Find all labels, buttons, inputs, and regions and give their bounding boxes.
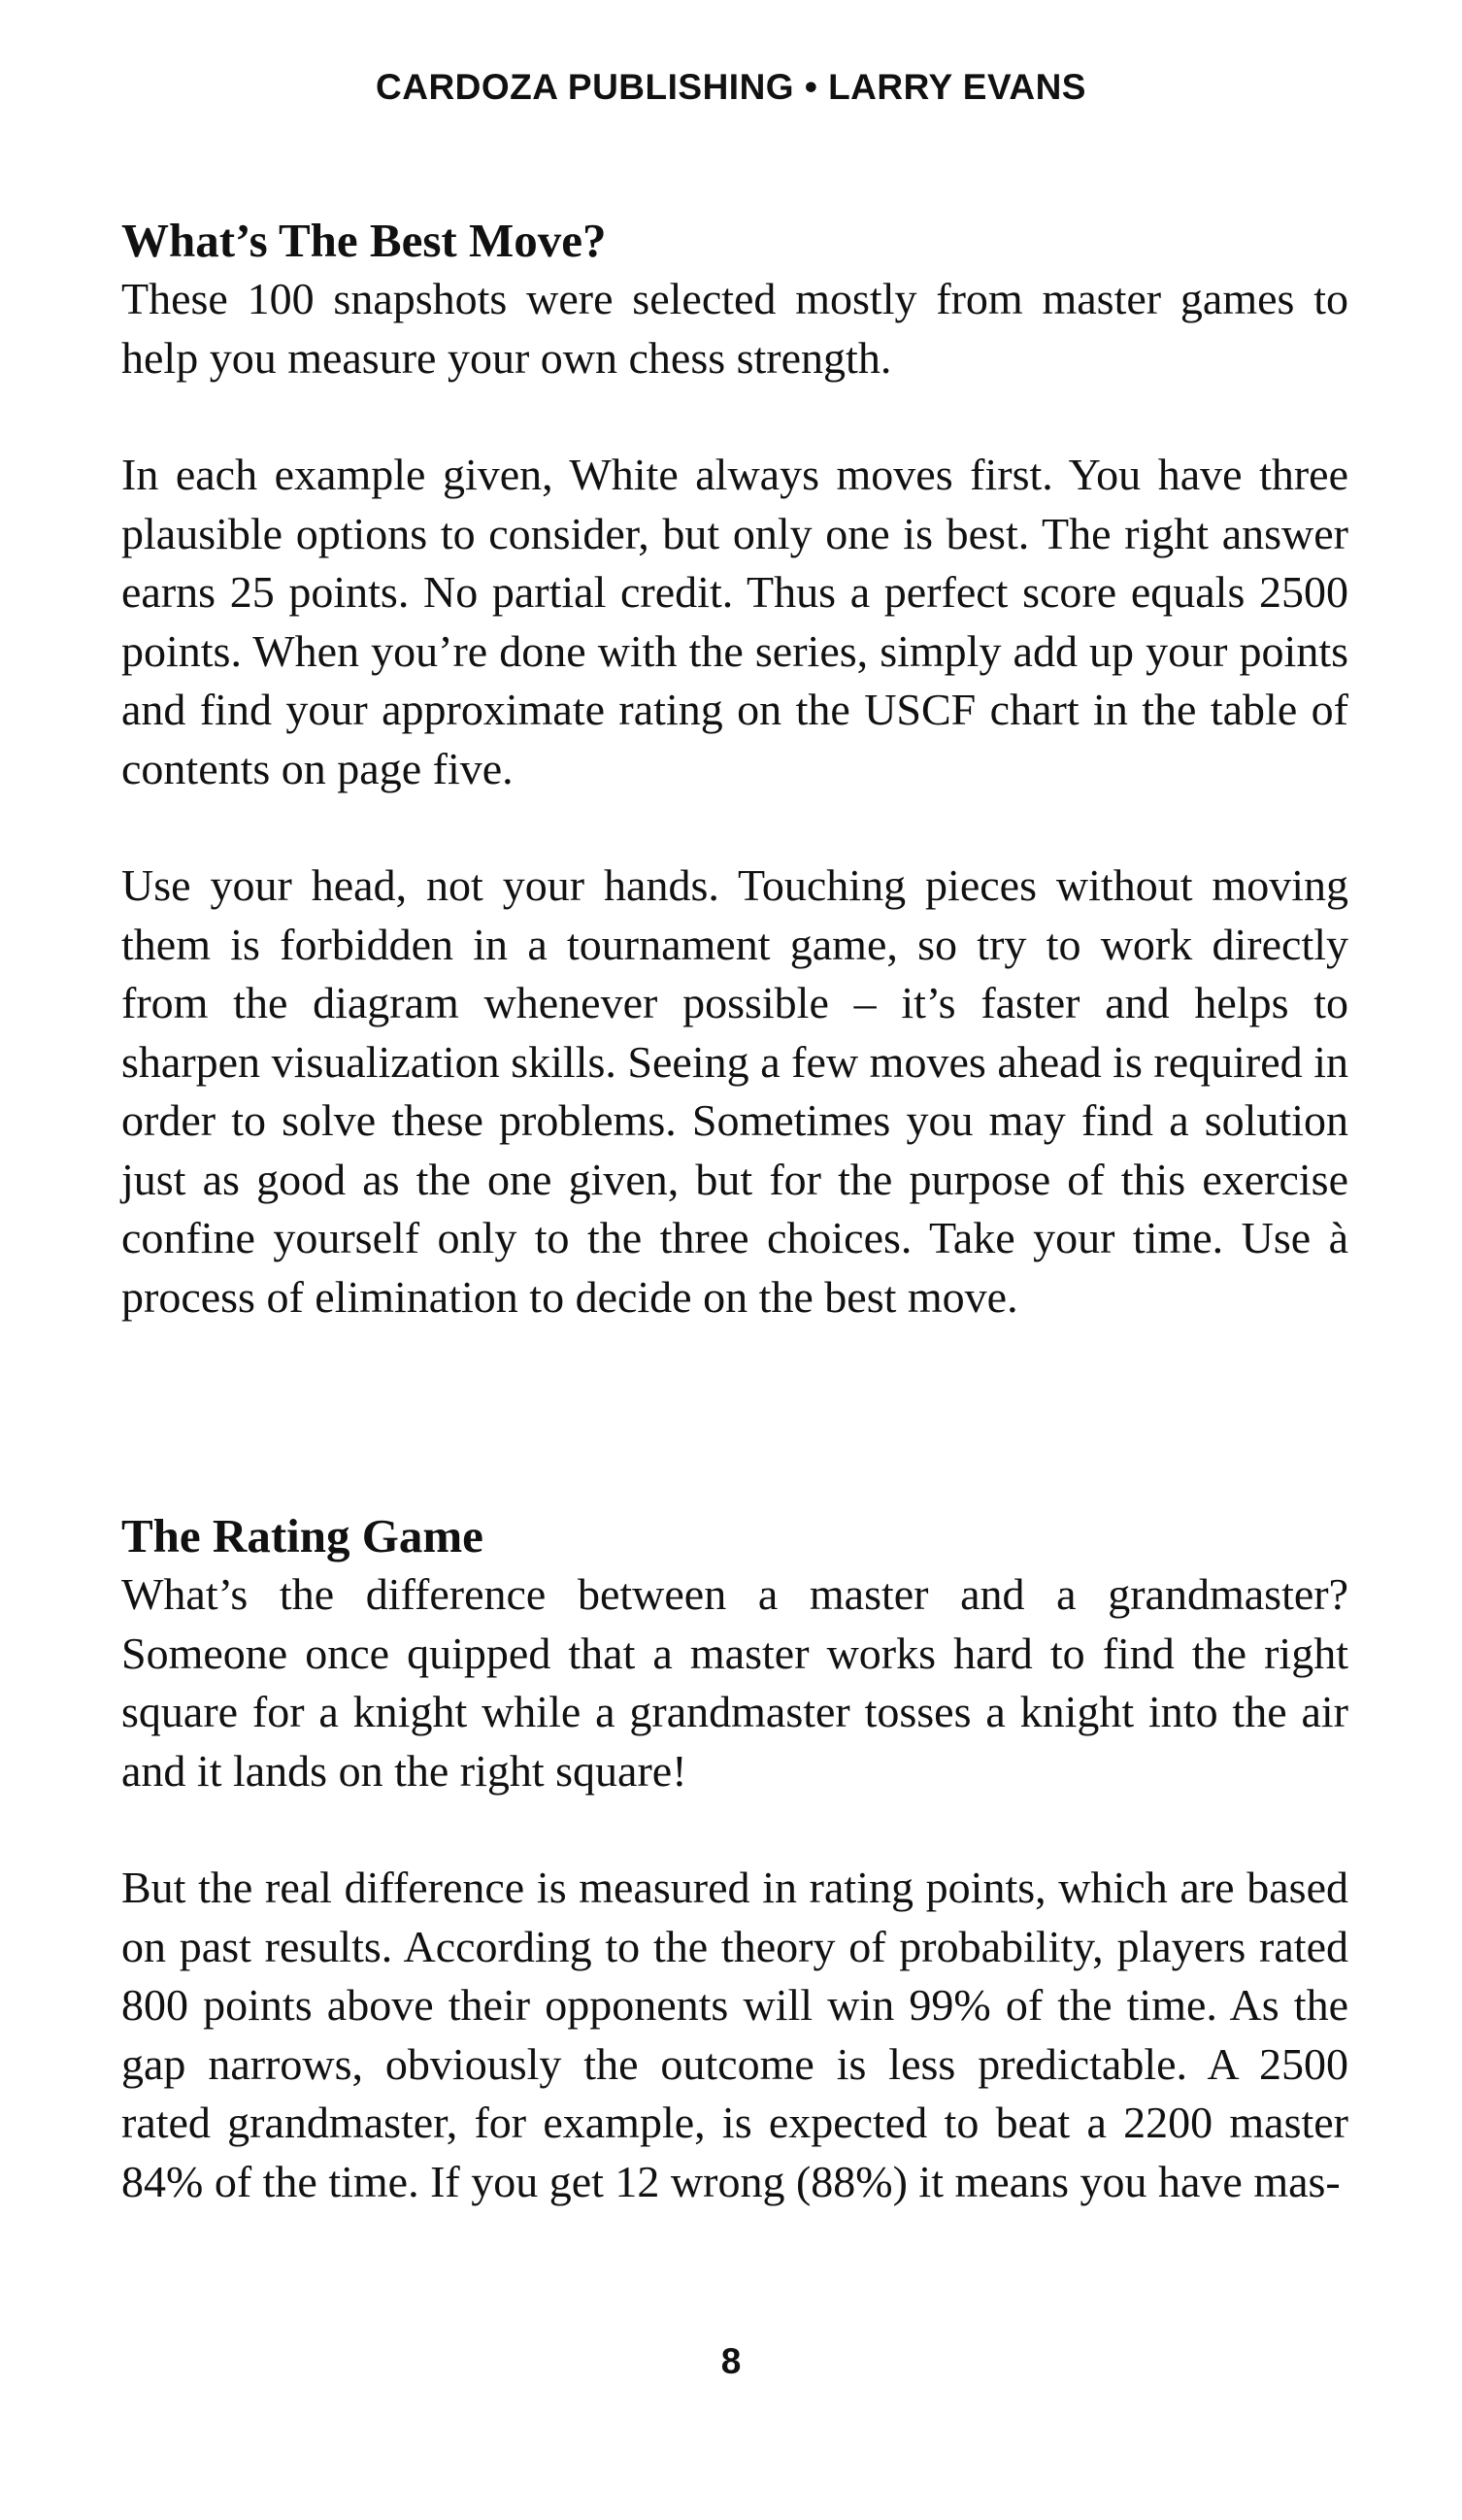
paragraph: Use your head, not your hands. Touching pieces without moving them is forbidden in a tournament game, so try to work directly from the diagram whenever possible – it’s faster and helps to sharpen visualization skills. Seeing a few moves ahead is required in order to solve these problems. Sometimes you may find a solution just as good as the one given, but for the purpose of this exercise confine yourself only to the three choices. Take your time. Use à process of elimination to decide on the best move.	[121, 860, 1348, 1322]
paragraph: But the real difference is measured in rating points, which are based on past results. According to the theory of probability, players rated 800 points above their opponents will win 99% of the time. As the gap narrows, obviously the outcome is less predictable. A 2500 rated grandmaster, for example, is expected to beat a 2200 master 84% of the time. If you get 12 wrong (88%) it means you have mas-	[121, 1863, 1348, 2206]
section-heading-best-move: What’s The Best Move?	[121, 214, 607, 267]
running-head: CARDOZA PUBLISHING • LARRY EVANS	[376, 67, 1086, 107]
paragraph: What’s the difference between a master and a grandmaster? Someone once quipped that a master works hard to find the right square for a knight while a grandmaster tosses a knight into the air and it lands on the right square!	[121, 1569, 1348, 1796]
section-heading-rating-game: The Rating Game	[121, 1509, 483, 1562]
paragraph: In each example given, White always moves first. You have three plausible options to consider, but only one is best. The right answer earns 25 points. No partial credit. Thus a perfect score equals 2500 points. When you’re done with the series, simply add up your points and find your approximate rating on the USCF chart in the table of contents on page five.	[121, 450, 1348, 793]
section-rating-game	[121, 1507, 1348, 2211]
paragraph: These 100 snapshots were selected mostly from master games to help you measure your own chess strength.	[121, 274, 1348, 383]
page-number: 8	[720, 2341, 742, 2381]
section-best-move	[121, 212, 1348, 1327]
